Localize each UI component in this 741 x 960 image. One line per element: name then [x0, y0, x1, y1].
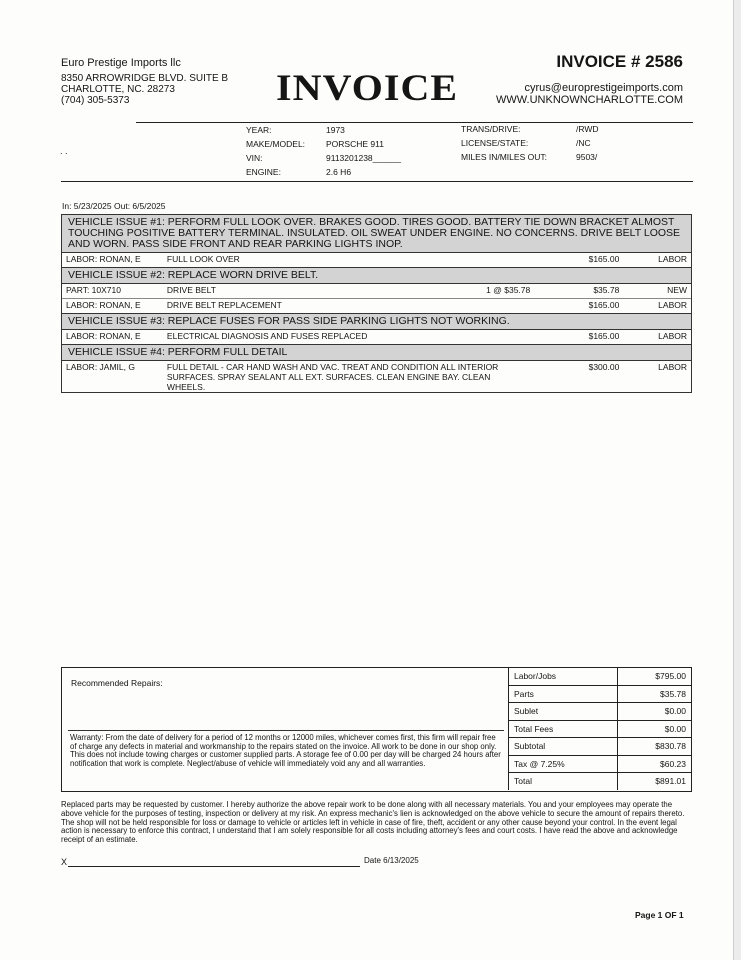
- totals-row: [509, 685, 692, 703]
- address-line: CHARLOTTE, NC. 28273: [61, 84, 175, 95]
- totals-label: Total: [509, 773, 618, 790]
- totals-label: Subtotal: [509, 738, 618, 756]
- totals-value: $60.23: [618, 755, 691, 773]
- trans-value: /RWD: [576, 124, 599, 134]
- recommended-repairs-label: Recommended Repairs:: [71, 678, 163, 688]
- totals-table: [508, 668, 691, 790]
- vin-value: 9113201238______: [326, 153, 402, 163]
- line-qty: 1 @ $35.78: [451, 284, 535, 299]
- trans-label: TRANS/DRIVE:: [461, 124, 521, 134]
- issue-header: [62, 215, 692, 253]
- line-amount: $300.00: [534, 361, 623, 393]
- vin-label: VIN:: [246, 153, 263, 163]
- totals-row: [509, 703, 692, 721]
- line-item: [62, 284, 692, 299]
- warranty-divider: [68, 730, 504, 731]
- line-items-table: [61, 214, 692, 393]
- header-divider-bottom: [61, 181, 693, 182]
- warranty-text: Warranty: From the date of delivery for a period of 12 months or 12000 miles, whichever comes first, this firm will repair free of charge any defects in material and workmanship to the repairs stated on the invoice. All work to be done in our shop only. This does not include towing charges or customer supplied parts. A storage fee of 0.00 per day will be charged 24 hours after notification that work is complete. Neglect/abuse of vehicle will immediately void any and all warranties.: [70, 733, 501, 769]
- engine-value: 2.6 H6: [326, 167, 352, 177]
- line-qty: [451, 253, 535, 268]
- phone: (704) 305-5373: [61, 95, 130, 106]
- line-type: LABOR: [623, 253, 691, 268]
- engine-label: ENGINE:: [246, 167, 281, 177]
- company-contact: [496, 82, 683, 106]
- license-value: /NC: [576, 138, 591, 148]
- totals-value: $830.78: [618, 738, 691, 756]
- line-qty: [451, 299, 535, 314]
- totals-value: $795.00: [618, 668, 691, 685]
- signature-x: X: [61, 857, 68, 867]
- line-amount: $165.00: [534, 330, 623, 345]
- line-item: [62, 330, 692, 345]
- customer-placeholder: . .: [60, 146, 68, 156]
- totals-row: [509, 720, 692, 738]
- totals-value: $0.00: [618, 703, 691, 721]
- line-who: PART: 10X710: [62, 284, 163, 299]
- signature-date: Date 6/13/2025: [364, 856, 419, 865]
- address-line: 8350 ARROWRIDGE BLVD. SUITE B: [61, 73, 229, 84]
- totals-value: $0.00: [618, 720, 691, 738]
- signature-line: [68, 866, 360, 867]
- line-amount: $35.78: [534, 284, 623, 299]
- page-number: Page 1 OF 1: [635, 910, 684, 920]
- line-type: LABOR: [623, 361, 691, 393]
- line-desc: ELECTRICAL DIAGNOSIS AND FUSES REPLACED: [163, 330, 451, 345]
- line-who: LABOR: RONAN, E: [62, 299, 163, 314]
- issue-header: [62, 345, 692, 361]
- totals-label: Sublet: [509, 703, 618, 721]
- issue-header: [62, 268, 692, 284]
- line-amount: $165.00: [534, 253, 623, 268]
- line-who: LABOR: RONAN, E: [62, 330, 163, 345]
- line-desc: FULL DETAIL - CAR HAND WASH AND VAC. TREAT AND CONDITION ALL INTERIOR SURFACES. SPRAY SEALANT ALL EXT. SURFACES. CLEAN ENGINE BAY. CLEAN WHEELS.: [163, 361, 534, 393]
- line-type: NEW: [623, 284, 691, 299]
- issue-title: VEHICLE ISSUE #3: REPLACE FUSES FOR PASS SIDE PARKING LIGHTS NOT WORKING.: [62, 314, 692, 330]
- license-label: LICENSE/STATE:: [461, 138, 529, 148]
- email: cyrus@europrestigeimports.com: [524, 82, 683, 94]
- totals-value: $891.01: [618, 773, 691, 790]
- miles-value: 9503/: [576, 152, 598, 162]
- line-qty: [451, 330, 535, 345]
- totals-row: [509, 668, 692, 685]
- issue-title: VEHICLE ISSUE #2: REPLACE WORN DRIVE BELT.: [62, 268, 692, 284]
- year-value: 1973: [326, 125, 345, 135]
- line-item: [62, 253, 692, 268]
- make-label: MAKE/MODEL:: [246, 139, 306, 149]
- issue-title: VEHICLE ISSUE #4: PERFORM FULL DETAIL: [62, 345, 692, 361]
- line-item: [62, 299, 692, 314]
- totals-row: [509, 738, 692, 756]
- document-title: INVOICE: [276, 68, 459, 109]
- invoice-number: INVOICE # 2586: [556, 52, 683, 71]
- line-amount: $165.00: [534, 299, 623, 314]
- in-out-dates: In: 5/23/2025 Out: 6/5/2025: [62, 201, 166, 211]
- issue-title: VEHICLE ISSUE #1: PERFORM FULL LOOK OVER. BRAKES GOOD. TIRES GOOD. BATTERY TIE DOWN BRACKET ALMOST TOUCHING POSITIVE BATTERY TERMINAL. INSULATED. OIL SWEAT UNDER ENGINE. NO CONCERNS. DRIVE BELT LOOSE AND WORN. PASS SIDE FRONT AND REAR PARKING LIGHTS INOP.: [62, 215, 692, 253]
- website: WWW.UNKNOWNCHARLOTTE.COM: [496, 94, 683, 106]
- totals-label: Total Fees: [509, 720, 618, 738]
- line-desc: FULL LOOK OVER: [163, 253, 451, 268]
- line-type: LABOR: [623, 330, 691, 345]
- header-divider-top: [136, 122, 693, 123]
- totals-row: [509, 773, 692, 790]
- line-desc: DRIVE BELT REPLACEMENT: [163, 299, 451, 314]
- totals-value: $35.78: [618, 685, 691, 703]
- line-who: LABOR: JAMIL, G: [62, 361, 163, 393]
- make-value: PORSCHE 911: [326, 139, 384, 149]
- company-address: [61, 73, 228, 106]
- line-who: LABOR: RONAN, E: [62, 253, 163, 268]
- miles-label: MILES IN/MILES OUT:: [461, 152, 547, 162]
- totals-label: Labor/Jobs: [509, 668, 618, 685]
- summary-box: [61, 667, 692, 792]
- issue-header: [62, 314, 692, 330]
- totals-label: Parts: [509, 685, 618, 703]
- line-desc: DRIVE BELT: [163, 284, 451, 299]
- totals-label: Tax @ 7.25%: [509, 755, 618, 773]
- line-item: [62, 361, 692, 393]
- company-name: Euro Prestige Imports llc: [61, 57, 181, 69]
- line-type: LABOR: [623, 299, 691, 314]
- year-label: YEAR:: [246, 125, 272, 135]
- totals-row: [509, 755, 692, 773]
- authorization-terms: Replaced parts may be requested by customer. I hereby authorize the above repair work to be done along with all necessary materials. You and your employees may operate the above vehicle for the purposes of testing, inspection or delivery at my risk. An express mechanic's lien is acknowledged on the above vehicle to secure the amount of repairs thereto. The shop will not be held responsible for loss or damage to vehicle or articles left in vehicle in case of fire, theft, accident or any other cause beyond your control. In the event legal action is necessary to enforce this contract, I understand that I am solely responsible for all costs including attorney's fees and court costs. I have read the above and acknowledge receipt of an estimate.: [61, 800, 685, 845]
